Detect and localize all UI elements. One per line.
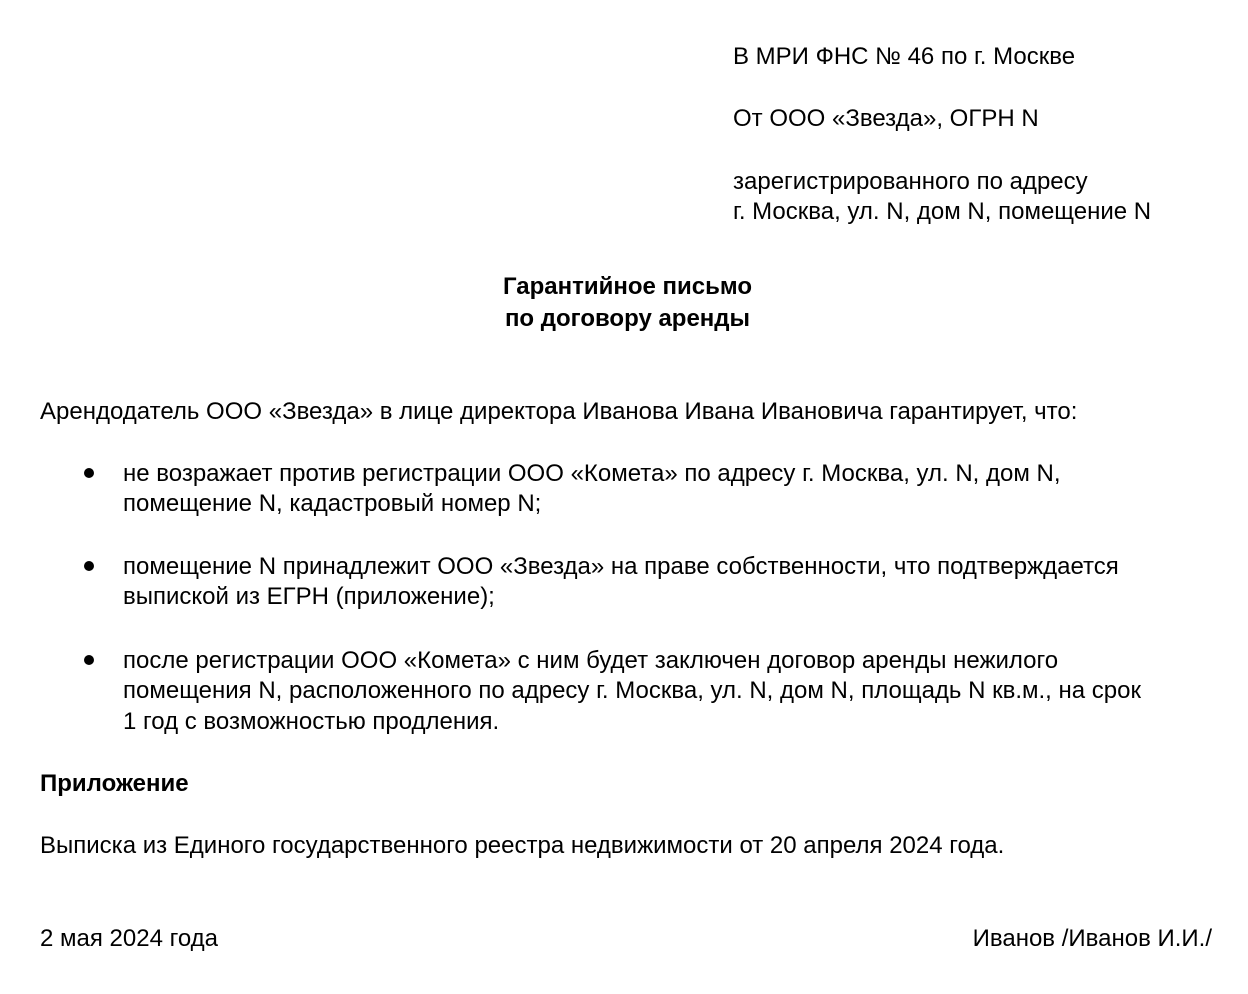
list-item-line: не возражает против регистрации ООО «Комета» по адресу г. Москва, ул. N, дом N, — [123, 460, 1061, 487]
intro-paragraph: Арендодатель ООО «Звезда» в лице директора Иванова Ивана Ивановича гарантирует, что: — [40, 398, 1078, 425]
list-item-line: помещение N, кадастровый номер N; — [123, 490, 542, 517]
list-item-line: помещение N принадлежит ООО «Звезда» на праве собственности, что подтверждается — [123, 553, 1119, 580]
signature: Иванов /Иванов И.И./ — [972, 925, 1212, 952]
sender: От ООО «Звезда», ОГРН N — [733, 105, 1039, 132]
list-item-line: после регистрации ООО «Комета» с ним будет заключен договор аренды нежилого — [123, 647, 1059, 674]
bullet-icon — [84, 468, 94, 478]
title-line-1: Гарантийное письмо — [502, 273, 753, 300]
list-item-line: помещения N, расположенного по адресу г. Москва, ул. N, дом N, площадь N кв.м., на срок — [123, 677, 1141, 704]
recipient: В МРИ ФНС № 46 по г. Москве — [733, 43, 1076, 70]
document-date: 2 мая 2024 года — [40, 925, 218, 952]
bullet-icon — [84, 655, 94, 665]
list-item-line: 1 год с возможностью продления. — [123, 708, 500, 735]
bullet-icon — [84, 561, 94, 571]
list-item-line: выпиской из ЕГРН (приложение); — [123, 583, 495, 610]
appendix-text: Выписка из Единого государственного реестра недвижимости от 20 апреля 2024 года. — [40, 832, 1005, 859]
title-line-2: по договору аренды — [504, 305, 751, 332]
address-line-2: г. Москва, ул. N, дом N, помещение N — [733, 198, 1152, 225]
address-line-1: зарегистрированного по адресу — [733, 168, 1088, 195]
appendix-heading: Приложение — [40, 770, 189, 797]
